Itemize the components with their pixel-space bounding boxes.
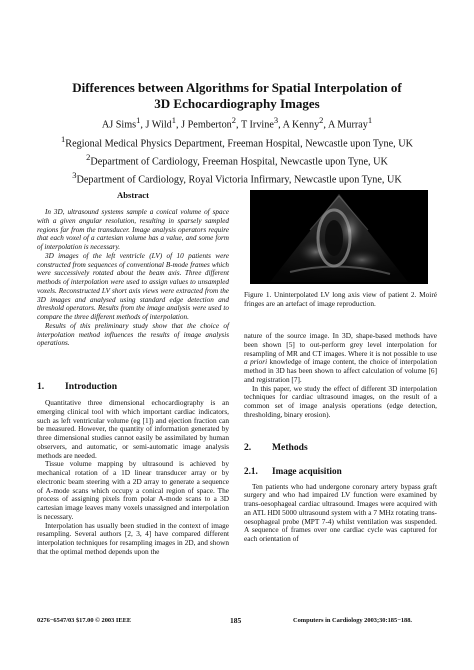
author-sup: 1 xyxy=(136,115,141,125)
body-paragraph xyxy=(244,332,437,385)
section-number: 1. xyxy=(37,381,45,392)
figure-caption: Figure 1. Uninterpolated LV long axis view of patient 2. Moiré fringes are an artefact of image reproduction. xyxy=(244,290,437,308)
affiliation-text: Department of Cardiology, Freeman Hospital, Newcastle upon Tyne, UK xyxy=(90,156,388,168)
affiliation-text: Regional Medical Physics Department, Freeman Hospital, Newcastle upon Tyne, UK xyxy=(65,138,413,150)
abstract-paragraph: 3D images of the left ventricle (LV) of 10 patients were constructed from sequences of conventional B-mode frames which were successively rotated about the beam axis. Three different methods of interpolation were used to assign values to unsampled voxels. Reconstructed LV short axis views were extracted from the 3D images and analysed using standard edge detection and threshold operators. Results from the image analysis were used to compare the three different methods of interpolation. xyxy=(37,251,229,321)
author-sup: 2 xyxy=(319,115,324,125)
paper-title xyxy=(30,80,444,112)
abstract-paragraph: In 3D, ultrasound systems sample a conical volume of space with a given angular resolution, resulting in sparsely sampled regions far from the transducer. Image analysis operators require that each voxel of a cartesian volume has a value, and some form of interpolation is necessary. xyxy=(37,208,229,251)
affiliation-sup: 2 xyxy=(86,151,91,162)
affiliation-sup: 3 xyxy=(72,169,77,180)
section-title: Introduction xyxy=(65,381,118,392)
affiliation-text: Department of Cardiology, Royal Victoria Infirmary, Newcastle upon Tyne, UK xyxy=(76,174,402,186)
text-run: knowledge of image content, the choice of interpolation method in 3D has been shown to affect calculation of volume [6] and registration [7]. xyxy=(244,357,437,384)
author-sup: 1 xyxy=(367,115,373,125)
right-column-text xyxy=(244,332,437,544)
section-number: 2. xyxy=(244,441,252,453)
echocardiography-figure xyxy=(250,190,428,284)
author: A Kenny xyxy=(282,119,320,131)
section-body xyxy=(244,483,437,544)
subsection-heading xyxy=(244,465,437,477)
title-line-1: Differences between Algorithms for Spatial Interpolation of xyxy=(72,80,402,95)
author: A Murray xyxy=(327,119,368,131)
text-emphasis: a priori xyxy=(244,357,268,367)
affiliation xyxy=(30,133,444,151)
footer-journal: Computers in Cardiology 2003;30:185−188. xyxy=(293,617,413,624)
section-title: Image acquisition xyxy=(272,465,342,476)
section-title: Methods xyxy=(272,441,308,453)
body-paragraph: Tissue volume mapping by ultrasound is achieved by mechanical rotation of a 1D linear transducer array or by electronic beam steering with a 2D array to generate a sequence of A-mode scans which occupy a conical region of space. The process of assigning pixels from polar A-mode scans to a 3D cartesian image leaves many voxels unassigned and interpolation is necessary. xyxy=(37,459,229,521)
body-paragraph: Quantitative three dimensional echocardiography is an emerging clinical tool with which important cardiac indicators, such as left ventricular volume (eg [1]) and ejection fraction can be measured. However, the quantity of information generated by three dimensional studies cannot easily be assimilated by human observers, and automatic, or semi-automatic image analysis methods are needed. xyxy=(37,398,229,460)
section-number: 2.1. xyxy=(244,465,258,476)
section-body xyxy=(37,399,229,557)
author: J Pemberton xyxy=(181,119,232,131)
body-paragraph: In this paper, we study the effect of different 3D interpolation techniques for cardiac ultrasound images, on the result of a common set of image analysis operations (edge detection, thresholding, binary erosion). xyxy=(244,383,437,419)
footer-copyright: 0276−6547/03 $17.00 © 2003 IEEE xyxy=(37,617,132,624)
title-line-2: 3D Echocardiography Images xyxy=(154,96,320,111)
abstract-body xyxy=(37,208,229,348)
section-heading xyxy=(244,442,437,454)
body-paragraph: Ten patients who had undergone coronary artery bypass graft surgery and who had impaired LV function were examined by trans-oesophageal cardiac ultrasound. Images were acquired with an ATL HDI 5000 ultrasound system with a 7 MHz rotating trans-oesophageal probe (MPT 7-4) whilst ventilation was suspended. A sequence of frames over one cardiac cycle was captured for each orientation of xyxy=(244,481,437,543)
abstract-paragraph: Results of this preliminary study show that the choice of interpolation method influences the results of image analysis operations. xyxy=(37,321,229,348)
abstract-heading: Abstract xyxy=(117,190,149,200)
body-paragraph: Interpolation has usually been studied in the context of image resampling. Several authors [2, 3, 4] have compared different interpolation techniques for resampling images in 2D, and shown that the optimal method depends upon the xyxy=(37,520,229,556)
author-sup: 1 xyxy=(171,115,177,125)
affiliation xyxy=(30,151,444,169)
author: AJ Sims xyxy=(101,119,137,131)
section-body xyxy=(244,332,437,420)
author: T Irvine xyxy=(240,119,274,131)
affiliation-list xyxy=(30,133,444,187)
affiliation xyxy=(30,169,444,187)
text-run: nature of the source image. In 3D, shape-based methods have been shown [5] to out-perform grey level interpolation for resampling of MR and CT images. Where it is not possible to use xyxy=(244,331,437,358)
affiliation-sup: 1 xyxy=(61,134,66,144)
ultrasound-image xyxy=(250,190,428,284)
author-sup: 2 xyxy=(231,115,237,125)
author-sup: 3 xyxy=(273,115,279,125)
section-heading xyxy=(37,381,229,393)
section-1 xyxy=(37,381,229,557)
author-list: AJ Sims$^1$, J Wild$^1$, J Pemberton$^2$, T Irvine$^3$, A Kenny$^2$, A Murray$^1$ xyxy=(101,115,373,131)
author: J Wild xyxy=(145,119,172,131)
footer-page-number: 185 xyxy=(230,616,242,625)
